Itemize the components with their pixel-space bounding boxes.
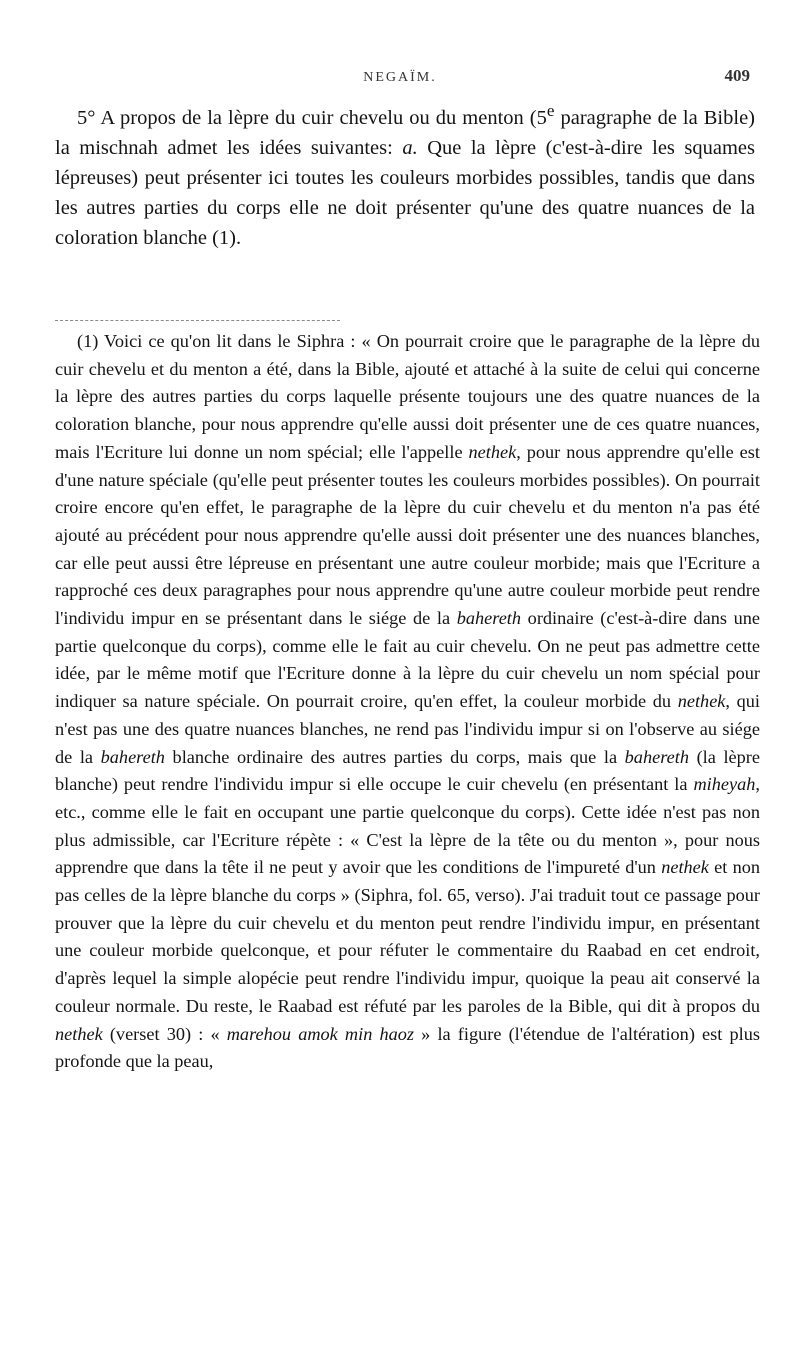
footnote-italic: miheyah <box>693 774 756 795</box>
page-number: 409 <box>724 66 750 85</box>
footnote-separator <box>55 320 340 321</box>
footnote-italic: marehou amok min haoz <box>226 1023 415 1044</box>
main-paragraph <box>55 96 755 253</box>
footnote-italic: bahereth <box>456 608 522 629</box>
footnote-italic: nethek <box>677 691 726 712</box>
footnote-text: et non pas celles de la lèpre blanche du corps » (Siphra, fol. 65, verso). J'ai traduit tout ce passage pour prouver que la lèpre du cuir chevelu et du menton peut rendre l'individu impur, en présentant une couleur morbide quelconque, et pour réfuter le commentaire du Raabad en cet endroit, d'après lequel la simple alopécie peut rendre l'individu impur, quoique la peau ait conservé la couleur normale. Du reste, le Raabad est réfuté par les paroles de la Bible, qui dit à propos du <box>55 857 760 1016</box>
footnote-text: (la lèpre blanche) peut rendre l'individu impur si elle occupe le cuir chevelu (en présentant la <box>55 746 760 795</box>
footnote-text: (1) Voici ce qu'on lit dans le Siphra : « On pourrait croire que le paragraphe de la lèpre du cuir chevelu et du menton a été, dans la Bible, ajouté et attaché à la suite de celui qui concerne la lèpre des autres parties du corps laquelle présente toujours une des quatre nuances de la coloration blanche, pour nous apprendre qu'elle aussi doit présenter une de ces quatre nuances, mais l'Ecriture lui donne un nom spécial; elle l'appelle <box>55 331 760 462</box>
footnote-italic: nethek <box>468 441 517 462</box>
footnote-text: (verset 30) : « <box>102 1023 227 1044</box>
main-text-part: Que la lèpre (c'est-à-dire les squames lépreuses) peut présenter ici toutes les couleurs morbides possibles, tandis que dans les autres parties du corps elle ne doit présenter qu'une des quatre nuances de la coloration blanche (1). <box>55 136 755 249</box>
running-title: NEGAÏM. <box>363 70 437 85</box>
footnote-text: » la figure (l'étendue de l'altération) est plus profonde que la peau, <box>55 1023 760 1072</box>
footnote-text: , etc., comme elle le fait en occupant une partie quelconque du corps). Cette idée n'est pas non plus admissible, car l'Ecriture répète : « C'est la lèpre de la tête ou du menton », pour nous apprendre que dans la tête il ne peut y avoir que les conditions de l'impureté d'un <box>55 774 760 878</box>
footnote-text: , qui n'est pas une des quatre nuances blanches, ne rend pas l'individu impur si on l'observe au siége de la <box>55 691 760 767</box>
footnote-italic: nethek <box>55 1023 103 1044</box>
main-text-part: 5° A propos de la lèpre du cuir chevelu ou du menton (5 <box>77 106 547 129</box>
footnote-italic: bahereth <box>100 746 165 767</box>
footnote-italic: nethek <box>661 857 709 878</box>
footnote-text: blanche ordinaire des autres parties du corps, mais que la <box>164 746 625 767</box>
footnote-italic: bahereth <box>624 746 689 767</box>
footnote-text: , pour nous apprendre qu'elle est d'une nature spéciale (qu'elle peut présenter toutes les couleurs morbides possibles). On pourrait croire encore qu'en effet, le paragraphe de la lèpre du cuir chevelu et du menton n'a pas été ajouté au précédent pour nous apprendre qu'elle aussi doit présenter une des nuances blanches, car elle peut aussi être lépreuse en présentant une autre couleur morbide; mais que l'Ecriture a rapproché ces deux paragraphes pour nous apprendre qu'une autre couleur morbide peut rendre l'individu impur en se présentant dans le siége de la <box>55 441 760 629</box>
main-text-part: paragraphe de la Bible) la mischnah admet les idées suivantes: <box>55 106 755 159</box>
main-text-superscript: e <box>546 101 555 120</box>
footnote <box>55 328 760 1076</box>
footnote-text: ordinaire (c'est-à-dire dans une partie quelconque du corps), comme elle le fait au cuir chevelu. On ne peut pas admettre cette idée, par le même motif que l'Ecriture donne à la lèpre du cuir chevelu un nom spécial pour indiquer sa nature spéciale. On pourrait croire, qu'en effet, la couleur morbide du <box>55 608 760 712</box>
main-text-italic: a. <box>402 136 418 159</box>
